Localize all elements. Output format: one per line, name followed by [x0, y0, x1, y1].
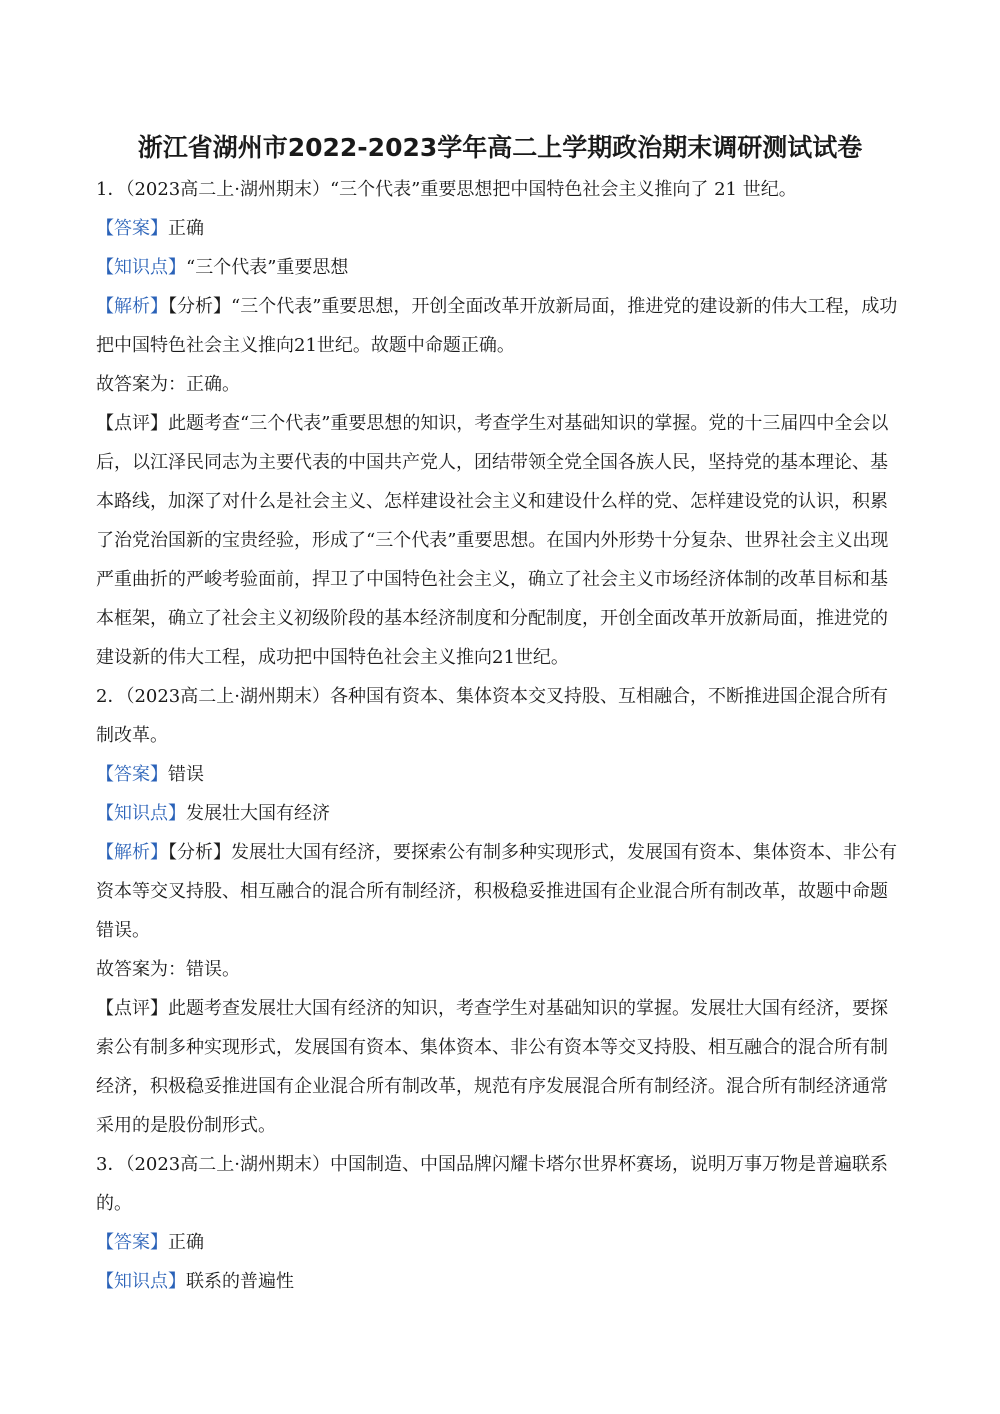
knowledge-point-line: [96, 1262, 900, 1301]
answer-line: [96, 209, 900, 248]
knowledge-point-line: [96, 248, 900, 287]
knowledge-point-tag: 【知识点】: [96, 257, 186, 278]
conclusion-line: 故答案为：错误。: [96, 959, 240, 980]
conclusion-line: 故答案为：正确。: [96, 374, 240, 395]
page-title: 浙江省湖州市2022-2023学年高二上学期政治期末调研测试试卷: [137, 133, 863, 162]
answer-line: [96, 1223, 900, 1262]
analysis-text: 【分析】“三个代表”重要思想，开创全面改革开放新局面，推进党的建设新的伟大工程，成功把中国特色社会主义推向21世纪。故题中命题正确。: [96, 296, 898, 356]
question-1: [96, 170, 900, 677]
answer-tag: 【答案】: [96, 1232, 168, 1253]
question-3: [96, 1145, 900, 1301]
analysis-tag: 【解析】: [96, 296, 168, 317]
question-stem: 2．（2023高二上·湖州期末）各种国有资本、集体资本交叉持股、互相融合，不断推进国企混合所有制改革。: [96, 686, 888, 746]
knowledge-point-value: “三个代表”重要思想: [186, 257, 349, 278]
answer-value: 错误: [168, 764, 204, 785]
question-list: [96, 170, 900, 1301]
question-2: [96, 677, 900, 1145]
knowledge-point-tag: 【知识点】: [96, 803, 186, 824]
analysis-tag: 【解析】: [96, 842, 168, 863]
answer-value: 正确: [168, 1232, 204, 1253]
knowledge-point-tag: 【知识点】: [96, 1271, 186, 1292]
comment-text: 【点评】此题考查发展壮大国有经济的知识，考查学生对基础知识的掌握。发展壮大国有经济，要探索公有制多种实现形式，发展国有资本、集体资本、非公有资本等交叉持股、相互融合的混合所有制经济，积极稳妥推进国有企业混合所有制改革，规范有序发展混合所有制经济。混合所有制经济通常采用的是股份制形式。: [96, 998, 888, 1136]
knowledge-point-line: [96, 794, 900, 833]
knowledge-point-value: 联系的普遍性: [186, 1271, 294, 1292]
question-stem: 1．（2023高二上·湖州期末）“三个代表”重要思想把中国特色社会主义推向了 21 世纪。: [96, 179, 797, 200]
answer-line: [96, 755, 900, 794]
answer-tag: 【答案】: [96, 764, 168, 785]
analysis-line: [96, 833, 900, 950]
knowledge-point-value: 发展壮大国有经济: [186, 803, 330, 824]
answer-tag: 【答案】: [96, 218, 168, 239]
analysis-line: [96, 287, 900, 365]
analysis-text: 【分析】发展壮大国有经济，要探索公有制多种实现形式，发展国有资本、集体资本、非公有资本等交叉持股、相互融合的混合所有制经济，积极稳妥推进国有企业混合所有制改革，故题中命题错误。: [96, 842, 897, 941]
comment-text: 【点评】此题考查“三个代表”重要思想的知识，考查学生对基础知识的掌握。党的十三届四中全会以后，以江泽民同志为主要代表的中国共产党人，团结带领全党全国各族人民，坚持党的基本理论、基本路线，加深了对什么是社会主义、怎样建设社会主义和建设什么样的党、怎样建设党的认识，积累了治党治国新的宝贵经验，形成了“三个代表”重要思想。在国内外形势十分复杂、世界社会主义出现严重曲折的严峻考验面前，捍卫了中国特色社会主义，确立了社会主义市场经济体制的改革目标和基本框架，确立了社会主义初级阶段的基本经济制度和分配制度，开创全面改革开放新局面，推进党的建设新的伟大工程，成功把中国特色社会主义推向21世纪。: [96, 413, 889, 668]
question-stem: 3．（2023高二上·湖州期末）中国制造、中国品牌闪耀卡塔尔世界杯赛场，说明万事万物是普遍联系的。: [96, 1154, 888, 1214]
answer-value: 正确: [168, 218, 204, 239]
